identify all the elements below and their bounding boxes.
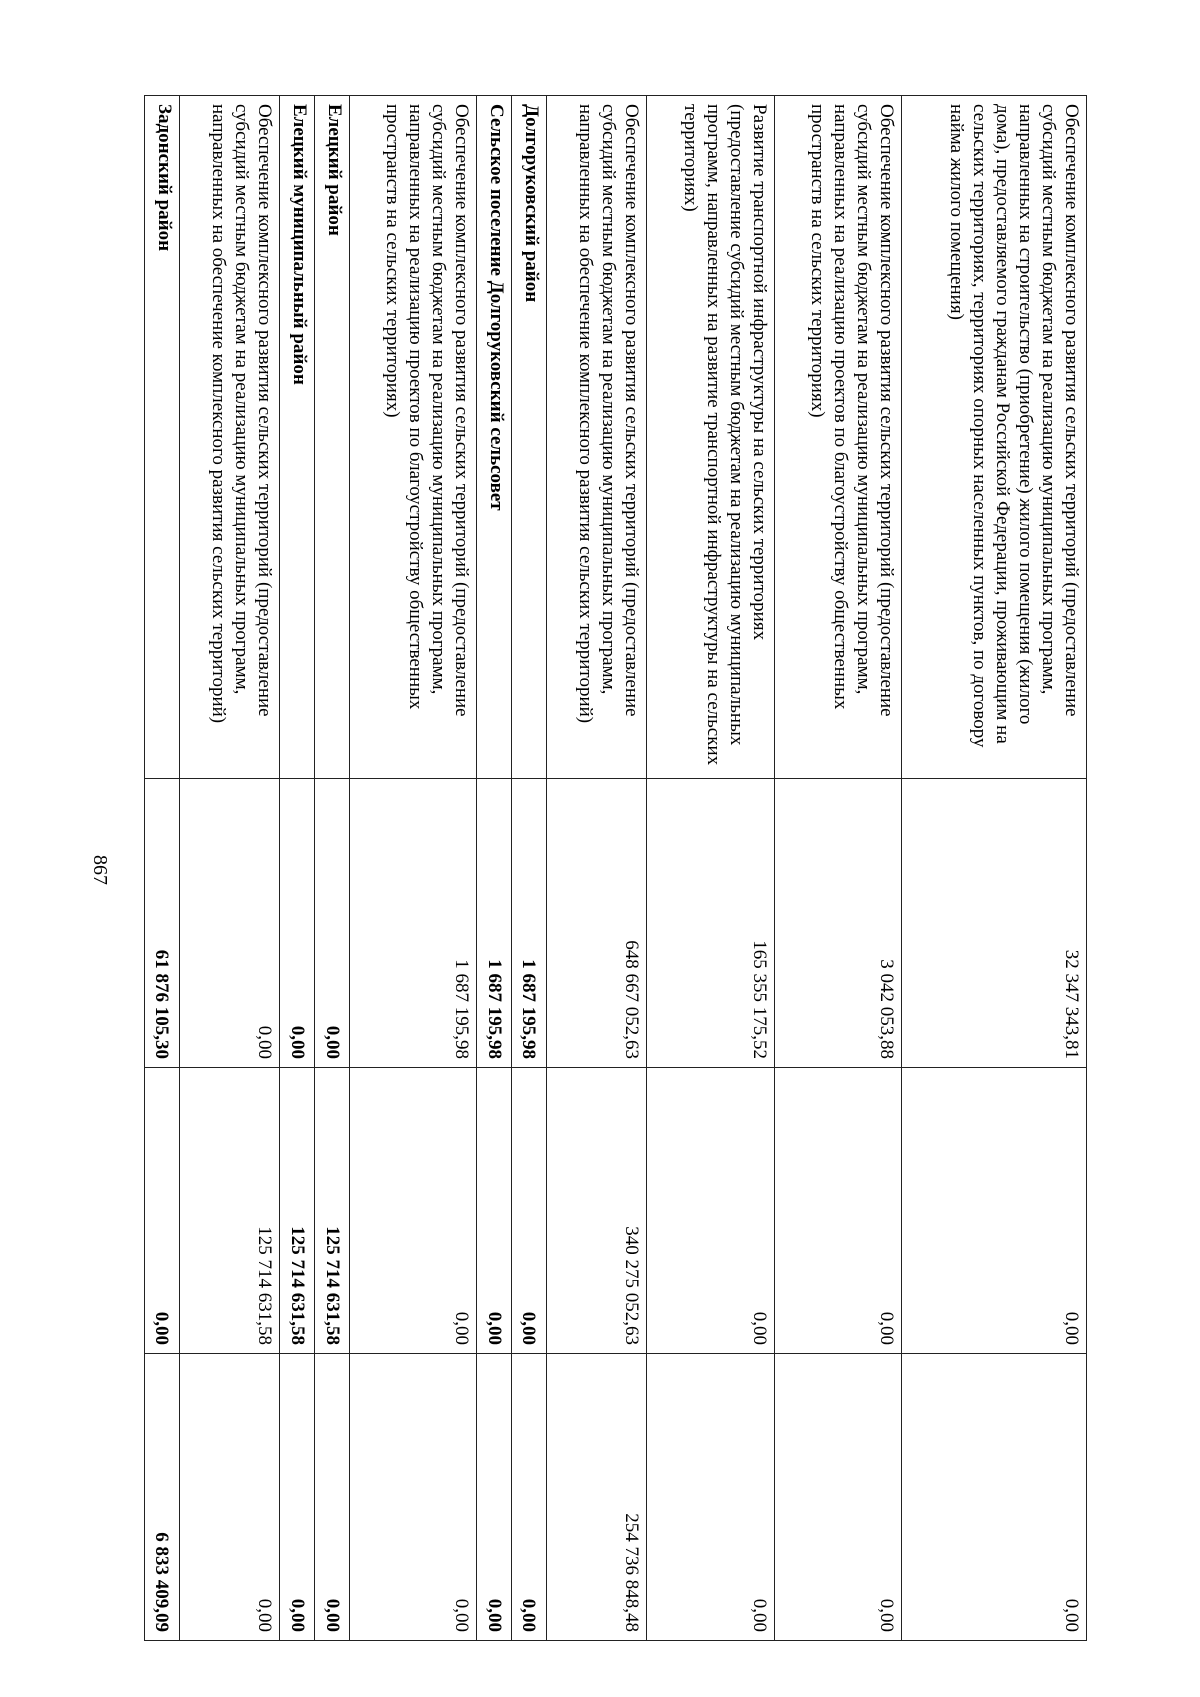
row-name-cell: Елецкий муниципальный район (280, 96, 315, 779)
row-value-3-cell: 254 736 848,48 (546, 1354, 647, 1641)
row-value-1-cell: 0,00 (280, 779, 315, 1068)
row-name-cell: Елецкий район (315, 96, 350, 779)
row-value-1-cell: 1 687 195,98 (477, 779, 512, 1068)
row-name-cell: Развитие транспортной инфраструктуры на сельских территориях (предоставление субсидий местным бюджетам на реализацию муниципальных программ, направленных на развитие транспортной инфраструктуры на сельских территориях) (647, 96, 774, 779)
row-value-2-cell: 125 714 631,58 (315, 1068, 350, 1354)
row-value-3-cell: 0,00 (315, 1354, 350, 1641)
row-value-2-cell: 0,00 (511, 1068, 546, 1354)
row-value-1-cell: 1 687 195,98 (349, 779, 476, 1068)
table-row (901, 96, 1086, 1641)
table-row (477, 96, 512, 1641)
row-name-cell: Обеспечение комплексного развития сельских территорий (предоставление субсидий местным бюджетам на реализацию муниципальных программ, направленных на строительство (приобретение) жилого помещения (жилого дома), предоставляемого гражданам Российской Федерации, проживающим на сельских территориях, территориях опорных населенных пунктов, по договору найма жилого помещения) (901, 96, 1086, 779)
table-row (349, 96, 476, 1641)
row-value-1-cell: 61 876 105,30 (145, 779, 180, 1068)
table-row (145, 96, 180, 1641)
page-number (80, 850, 120, 890)
row-value-3-cell: 0,00 (349, 1354, 476, 1641)
table-row (546, 96, 647, 1641)
row-value-1-cell: 32 347 343,81 (901, 779, 1086, 1068)
row-value-1-cell: 0,00 (315, 779, 350, 1068)
row-value-1-cell: 3 042 053,88 (774, 779, 901, 1068)
row-name-cell: Долгоруковский район (511, 96, 546, 779)
row-name-cell: Обеспечение комплексного развития сельских территорий (предоставление субсидий местным бюджетам на реализацию муниципальных программ, направленных на реализацию проектов по благоустройству общественных пространств на сельских территориях) (349, 96, 476, 779)
row-value-1-cell: 648 667 052,63 (546, 779, 647, 1068)
table-row (179, 96, 280, 1641)
row-value-1-cell: 0,00 (179, 779, 280, 1068)
row-value-3-cell: 0,00 (179, 1354, 280, 1641)
row-value-3-cell: 0,00 (901, 1354, 1086, 1641)
table-row (315, 96, 350, 1641)
rotated-table-container (144, 95, 1087, 1640)
row-name-cell: Задонский район (145, 96, 180, 779)
row-value-3-cell: 0,00 (280, 1354, 315, 1641)
row-value-2-cell: 0,00 (349, 1068, 476, 1354)
row-value-2-cell: 0,00 (647, 1068, 774, 1354)
budget-table-body (145, 96, 1087, 1641)
page-number-text: 867 (89, 855, 112, 885)
table-row (647, 96, 774, 1641)
row-name-cell: Сельское поселение Долгоруковский сельсовет (477, 96, 512, 779)
row-name-cell: Обеспечение комплексного развития сельских территорий (предоставление субсидий местным бюджетам на реализацию муниципальных программ, направленных на реализацию проектов по благоустройству общественных пространств на сельских территориях) (774, 96, 901, 779)
table-row (511, 96, 546, 1641)
row-value-2-cell: 0,00 (901, 1068, 1086, 1354)
row-value-2-cell: 125 714 631,58 (280, 1068, 315, 1354)
row-value-3-cell: 0,00 (774, 1354, 901, 1641)
row-value-2-cell: 0,00 (774, 1068, 901, 1354)
row-value-3-cell: 0,00 (511, 1354, 546, 1641)
budget-table (144, 95, 1087, 1641)
row-value-2-cell: 0,00 (477, 1068, 512, 1354)
row-value-1-cell: 1 687 195,98 (511, 779, 546, 1068)
row-value-2-cell: 125 714 631,58 (179, 1068, 280, 1354)
table-row (774, 96, 901, 1641)
row-value-3-cell: 0,00 (647, 1354, 774, 1641)
row-value-2-cell: 0,00 (145, 1068, 180, 1354)
row-name-cell: Обеспечение комплексного развития сельских территорий (предоставление субсидий местным бюджетам на реализацию муниципальных программ, направленных на обеспечение комплексного развития сельских территорий) (546, 96, 647, 779)
row-value-2-cell: 340 275 052,63 (546, 1068, 647, 1354)
row-value-3-cell: 0,00 (477, 1354, 512, 1641)
row-name-cell: Обеспечение комплексного развития сельских территорий (предоставление субсидий местным бюджетам на реализацию муниципальных программ, направленных на обеспечение комплексного развития сельских территорий) (179, 96, 280, 779)
table-row (280, 96, 315, 1641)
row-value-1-cell: 165 355 175,52 (647, 779, 774, 1068)
row-value-3-cell: 6 833 409,09 (145, 1354, 180, 1641)
